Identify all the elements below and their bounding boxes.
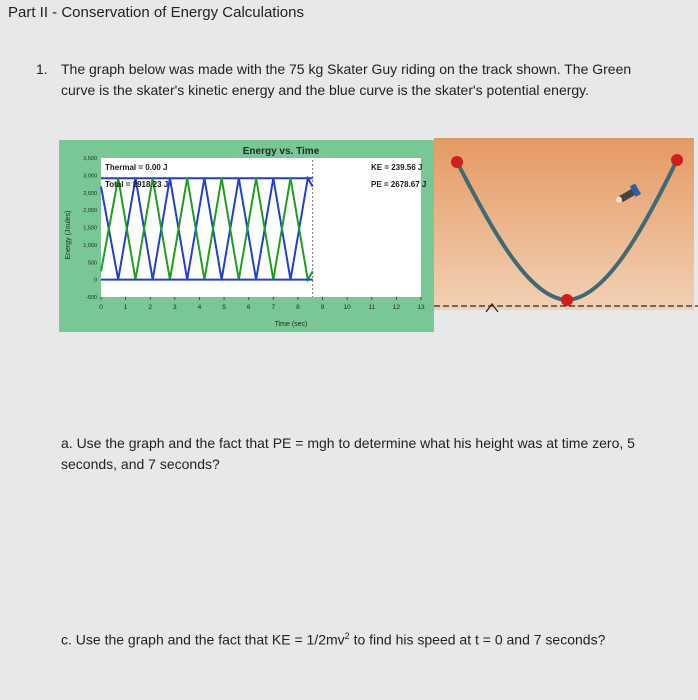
track-background	[434, 138, 694, 310]
thermal-readout: Thermal = 0.00 J	[105, 163, 168, 172]
x-tick-label: 0	[99, 304, 103, 311]
y-tick-label: 3,500	[83, 156, 97, 162]
total-readout: Total = 2918.23 J	[105, 180, 169, 189]
x-tick-label: 5	[222, 304, 226, 311]
question-c-superscript: 2	[344, 631, 350, 641]
y-tick-label: 500	[87, 260, 97, 267]
y-tick-label: 1,500	[83, 225, 97, 232]
y-tick-label: 0	[93, 277, 97, 284]
x-tick-label: 2	[148, 304, 153, 311]
pe-readout: PE = 2678.67 J	[371, 180, 427, 189]
x-axis-label: Time (sec)	[274, 321, 308, 328]
x-tick-label: 13	[417, 304, 425, 311]
x-tick-label: 6	[246, 304, 251, 311]
y-tick-label: 2,500	[83, 190, 97, 197]
page-title: Part II - Conservation of Energy Calculations	[8, 4, 304, 21]
x-tick-label: 11	[368, 304, 376, 311]
energy-time-chart	[59, 140, 434, 332]
x-tick-label: 10	[343, 304, 351, 311]
caret-icon	[486, 304, 498, 312]
question-a-text: a. Use the graph and the fact that PE = mgh to determine what his height was at time zero, 5 seconds, and 7 seconds?	[61, 435, 635, 472]
x-tick-label: 8	[296, 304, 300, 311]
question-c-prefix: c. Use the graph and the fact that KE = 1/2mv	[61, 631, 345, 648]
x-tick-label: 12	[392, 304, 401, 311]
y-axis-label: Energy (Joules)	[65, 210, 72, 260]
y-tick-label: 1,000	[83, 242, 97, 249]
track-left-node[interactable]	[451, 156, 463, 168]
chart-title: Energy vs. Time	[242, 146, 320, 157]
x-tick-label: 9	[320, 304, 325, 311]
question-1-text: The graph below was made with the 75 kg Skater Guy riding on the track shown. The Green curve is the skater's kinetic energy and the blue curve is the skater's potential energy.	[61, 61, 632, 98]
x-tick-label: 4	[197, 304, 202, 311]
track-floor	[434, 298, 698, 322]
y-tick-label: 3,000	[83, 173, 97, 180]
y-tick-label: 2,000	[83, 208, 97, 215]
question-c-suffix: to find his speed at t = 0 and 7 seconds?	[349, 631, 606, 648]
x-tick-label: 1	[123, 304, 128, 311]
y-tick-label: -500	[85, 295, 97, 301]
floor-node	[562, 298, 572, 305]
question-c	[61, 631, 681, 648]
track-right-node[interactable]	[671, 154, 683, 166]
x-tick-label: 7	[271, 304, 276, 311]
ke-readout: KE = 239.56 J	[371, 163, 423, 172]
skate-track-view	[434, 138, 694, 310]
x-tick-label: 3	[173, 304, 177, 311]
question-number: 1.	[36, 61, 48, 77]
